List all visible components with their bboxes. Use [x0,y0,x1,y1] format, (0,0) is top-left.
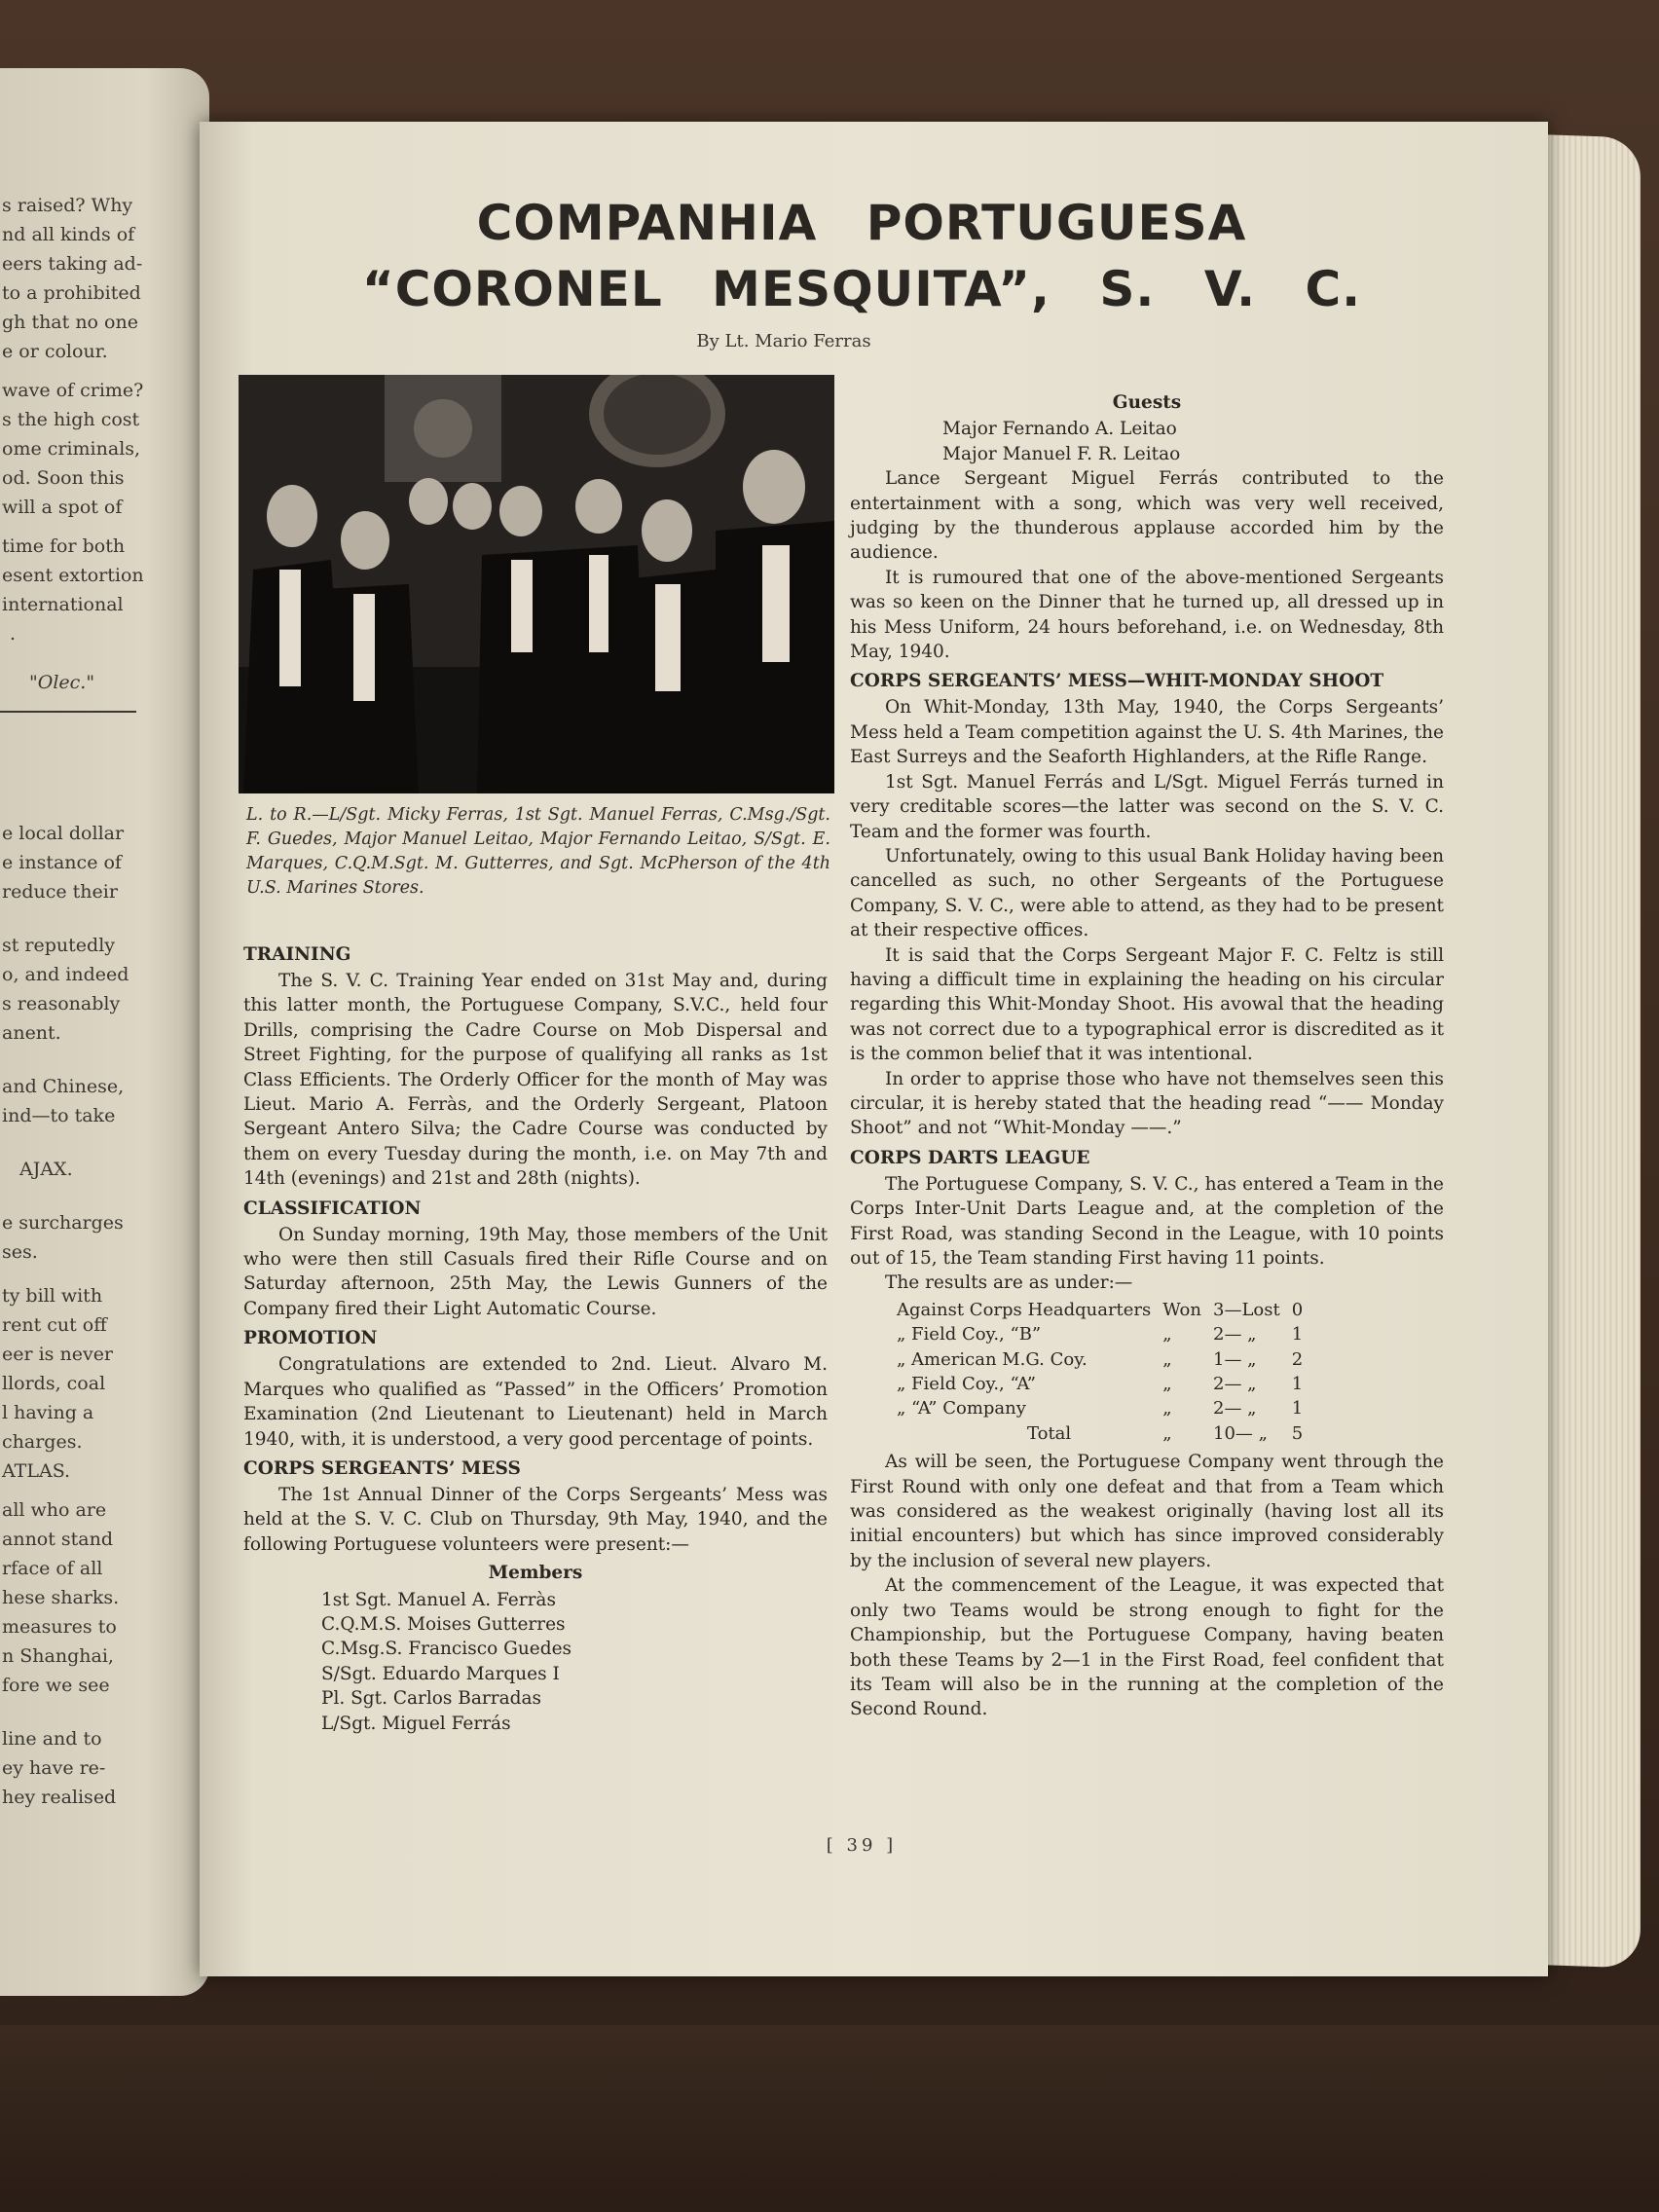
results-cell: 0 [1291,1299,1304,1320]
guest-item: Major Fernando A. Leitao [942,419,1177,440]
shoot-paragraph-5: In order to apprise those who have not themselves seen this circular, it is hereby stated that the heading read “—— Monday Shoot” and not “Whit-Monday ——.” [850,1068,1444,1139]
left-page-text-fragment: charges. [2,1431,83,1453]
left-column [243,938,828,1736]
darts-paragraph-4: At the commencement of the League, it was expected that only two Teams would be strong enough to fight for the Championship, but the Portuguese Company, having beaten both these Teams by 2—1 in the First Road, feel confident that its Team will also be in the running at the completion of the Second Round. [850,1575,1444,1720]
left-page-text-fragment: od. Soon this [2,467,125,489]
left-page-text-fragment: e instance of [2,852,122,873]
wooden-table [0,2025,1659,2212]
left-page-text-fragment: esent extortion [2,565,144,586]
left-page-text-fragment: s the high cost [2,409,140,430]
mess-paragraph: The 1st Annual Dinner of the Corps Sergeants’ Mess was held at the S. V. C. Club on Thursday, 9th May, 1940, and the following Portuguese volunteers were present:— [243,1484,828,1555]
table-row [891,1396,1309,1420]
results-cell: 1 [1291,1398,1304,1419]
left-page-text-fragment: international [2,594,124,615]
results-cell: 1 [1291,1374,1304,1395]
group-photo-figures [239,375,834,793]
results-cell: 2— „ [1213,1398,1257,1419]
results-cell: „ American M.G. Coy. [897,1348,1088,1370]
guest-item: Major Manuel F. R. Leitao [942,443,1181,464]
left-page-text-fragment: and Chinese, [2,1076,125,1097]
darts-heading: CORPS DARTS LEAGUE [850,1147,1090,1168]
guests-paragraph-1: Lance Sergeant Miguel Ferrás contributed to the entertainment with a song, which was very well received, judging by the thunderous applause accorded him by the audience. [850,468,1444,564]
left-page-text-fragment: l having a [2,1402,94,1423]
table-row [891,1322,1309,1346]
article-title: COMPANHIA PORTUGUESA “CORONEL MESQUITA”, S. V. C. [361,195,1362,317]
results-cell: Total [1027,1422,1072,1444]
left-page-text-fragment: nd all kinds of [2,224,135,245]
classification-heading: CLASSIFICATION [243,1198,422,1219]
left-page-text-fragment: rent cut off [2,1314,107,1336]
article-byline: By Lt. Mario Ferras [696,331,871,351]
member-item: C.Q.M.S. Moises Gutterres [321,1613,566,1635]
mess-heading: CORPS SERGEANTS’ MESS [243,1457,521,1479]
results-table [891,1298,1309,1446]
table-row [891,1421,1309,1446]
left-page-text-fragment: will a spot of [2,497,123,518]
left-page-text-fragment: ome criminals, [2,438,141,460]
left-page-text-fragment: . [10,623,17,645]
left-page-text-fragment: fore we see [2,1675,110,1696]
left-page-text-fragment: llords, coal [2,1373,106,1394]
results-cell: „ [1162,1422,1172,1444]
results-cell: 2— „ [1213,1324,1257,1346]
left-page-text-fragment: all who are [2,1499,107,1521]
training-paragraph: The S. V. C. Training Year ended on 31st May and, during this latter month, the Portuguese Company, S.V.C., held four Drills, comprising the Cadre Course on Mob Dispersal and Street Fighting, for the purpose of qualifying all ranks as 1st Class Efficients. The Orderly Officer for the month of May was Lieut. Mario A. Ferràs, and the Orderly Sergeant, Platoon Sergeant Antero Silva; the Cadre Course was conducted by them on every Tuesday during the month, i.e. on May 7th and 14th (evenings) and 21st and 28th (nights). [243,971,828,1190]
members-heading: Members [488,1563,583,1584]
shoot-paragraph-2: 1st Sgt. Manuel Ferrás and L/Sgt. Miguel Ferrás turned in very creditable scores—the latter was second on the S. V. C. Team and the former was fourth. [850,771,1444,842]
left-page-text-fragment: eer is never [2,1344,114,1365]
right-column [850,387,1444,1722]
member-item: S/Sgt. Eduardo Marques I [321,1663,560,1684]
results-cell: 5 [1291,1422,1304,1444]
left-page-text-fragment: measures to [2,1616,117,1638]
table-row [891,1347,1309,1372]
left-page-text-fragment: "Olec." [29,672,95,693]
left-page-text-fragment: hese sharks. [2,1587,120,1608]
results-cell: Against Corps Headquarters [897,1299,1152,1320]
results-cell: 10— „ [1213,1422,1268,1444]
results-cell: Won [1162,1299,1201,1320]
shoot-paragraph-4: It is said that the Corps Sergeant Major F. C. Feltz is still having a difficult time in explaining the heading on his circular regarding this Whit-Monday Shoot. His avowal that the heading was not correct due to a typographical error is discredited as it is the common belief that it was intentional. [850,944,1444,1065]
left-page-text-fragment: reduce their [2,881,118,903]
left-page-text-fragment: time for both [2,535,126,557]
member-item: C.Msg.S. Francisco Guedes [321,1639,572,1660]
results-cell: 1 [1291,1324,1304,1346]
left-page [0,68,209,1996]
left-page-text-fragment: ses. [2,1241,38,1263]
left-page-text-fragment: e or colour. [2,341,108,362]
results-cell: „ “A” Company [897,1398,1026,1419]
page-stack-edge [1548,134,1641,1968]
left-page-text-fragment: ty bill with [2,1285,103,1307]
left-page-text-fragment: n Shanghai, [2,1645,114,1667]
darts-paragraph-2: The results are as under:— [885,1272,1133,1294]
group-photo [239,375,834,793]
promotion-paragraph: Congratulations are extended to 2nd. Lieut. Alvaro M. Marques who qualified as “Passed” in the Officers’ Promotion Examination (2nd Lieutenant to Lieutenant) held in March 1940, with, it is understood, a very good percentage of points. [243,1354,828,1450]
left-page-text-fragment: hey realised [2,1787,117,1808]
results-cell: 2 [1291,1348,1304,1370]
guests-heading: Guests [1112,392,1182,413]
results-cell: „ [1162,1374,1172,1395]
left-page-text-fragment: o, and indeed [2,964,129,985]
left-page-text-fragment: anent. [2,1022,61,1044]
photo-caption: L. to R.—L/Sgt. Micky Ferras, 1st Sgt. Manuel Ferras, C.Msg./Sgt. F. Guedes, Major Manuel Leitao, Major Fernando Leitao, S/Sgt. E. Marques, C.Q.M.Sgt. M. Gutterres, and Sgt. McPherson of the 4th U.S. Marines Stores. [246,805,830,898]
main-page [200,122,1548,1976]
page-number: [ 39 ] [826,1835,898,1856]
promotion-heading: PROMOTION [243,1328,378,1349]
left-page-text-fragment: ind—to take [2,1105,116,1126]
left-page-text-fragment: s raised? Why [2,195,133,216]
left-page-text-fragment: e surcharges [2,1212,124,1234]
results-cell: „ Field Coy., “B” [897,1324,1042,1346]
members-list [321,1588,828,1736]
left-page-text-fragment: st reputedly [2,935,116,956]
member-item: Pl. Sgt. Carlos Barradas [321,1688,542,1710]
results-cell: 3—Lost [1213,1299,1280,1320]
darts-paragraph-3: As will be seen, the Portuguese Company went through the First Round with only one defeat and that from a Team which was considered as the weakest originally (having lost all its initial encounters) but which has since improved considerably by the inclusion of several new players. [850,1452,1444,1571]
left-page-text-fragment: wave of crime? [2,380,144,401]
left-page-text-fragment: line and to [2,1728,102,1750]
table-row [891,1372,1309,1396]
results-cell: „ [1162,1324,1172,1346]
left-page-text-fragment: to a prohibited [2,282,141,304]
results-cell: „ [1162,1398,1172,1419]
member-item: L/Sgt. Miguel Ferrás [321,1713,511,1734]
left-page-text-fragment: annot stand [2,1529,114,1550]
left-page-text-fragment: e local dollar [2,823,125,844]
left-page-text-fragment: gh that no one [2,312,138,333]
results-cell: 1— „ [1213,1348,1257,1370]
results-cell: „ Field Coy., “A” [897,1374,1036,1395]
left-page-text-fragment: ATLAS. [2,1460,71,1482]
left-page-text-fragment: s reasonably [2,993,121,1014]
left-page-text-fragment: AJAX. [19,1159,73,1180]
left-page-rule [0,711,136,713]
shoot-paragraph-3: Unfortunately, owing to this usual Bank Holiday having been cancelled as such, no other Sergeants of the Portuguese Company, S. V. C., were able to attend, as they had to be present at their respective offices. [850,845,1444,941]
left-page-text-fragment: eers taking ad- [2,253,143,275]
table-row [891,1298,1309,1322]
left-page-text-fragment: rface of all [2,1558,103,1579]
guests-paragraph-2: It is rumoured that one of the above-mentioned Sergeants was so keen on the Dinner that he turned up, all dressed up in his Mess Uniform, 24 hours beforehand, i.e. on Wednesday, 8th May, 1940. [850,567,1444,663]
shoot-paragraph-1: On Whit-Monday, 13th May, 1940, the Corps Sergeants’ Mess held a Team competition against the U. S. 4th Marines, the East Surreys and the Seaforth Highlanders, at the Rifle Range. [850,697,1444,768]
training-heading: TRAINING [243,944,351,965]
classification-paragraph: On Sunday morning, 19th May, those members of the Unit who were then still Casuals fired their Rifle Course and on Saturday afternoon, 25th May, the Lewis Gunners of the Company fired their Light Automatic Course. [243,1224,828,1319]
member-item: 1st Sgt. Manuel A. Ferràs [321,1589,556,1610]
darts-paragraph-1: The Portuguese Company, S. V. C., has entered a Team in the Corps Inter-Unit Darts League and, at the completion of the First Road, was standing Second in the League, with 10 points out of 15, the Team standing First having 11 points. [850,1173,1444,1269]
results-cell: 2— „ [1213,1374,1257,1395]
guests-list [942,417,1444,466]
shoot-heading: CORPS SERGEANTS’ MESS—WHIT-MONDAY SHOOT [850,671,1384,692]
results-cell: „ [1162,1348,1172,1370]
left-page-text-fragment: ey have re- [2,1757,106,1779]
